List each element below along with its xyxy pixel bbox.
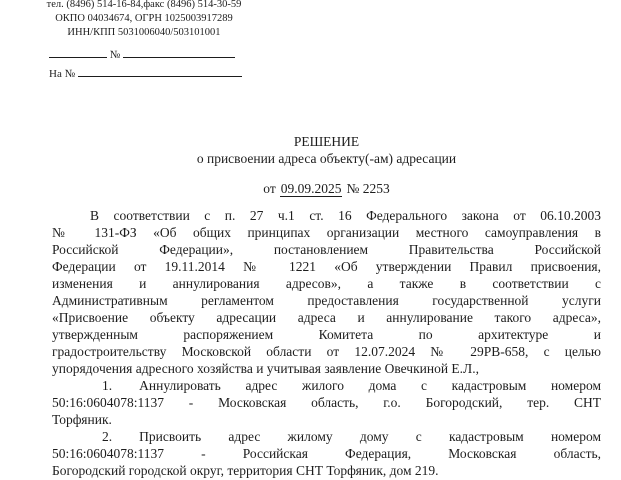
letterhead-phone-fax: тел. (8496) 514-16-84,факс (8496) 514-30-59 [46,0,242,10]
text-line: Торфяник. [52,412,112,427]
decision-item-1 [52,377,601,428]
number-blank-line [123,46,235,58]
document-subheading: о присвоении адреса объекту(-ам) адресации [196,151,457,166]
document-heading: РЕШЕНИЕ [293,134,360,149]
text-line: «Присвоение объекту адресации адреса и аннулирование такого адреса», [52,310,601,325]
na-number-label: На № [49,68,76,80]
item-number: 2. [102,429,113,444]
letterhead-inn-kpp: ИНН/КПП 5031006040/503101001 [67,27,221,38]
text-line: Федерации от 19.11.2014 № 1221 «Об утверждении Правил присвоения, [52,259,601,274]
date-blank-line [49,46,107,58]
text-line: упорядочения адресного хозяйства и учитывая заявление Овечкиной Е.Л., [52,361,479,376]
number-sign-label: № [109,49,121,61]
text-line: Российской Федерации», постановлением Правительства Российской [52,242,601,257]
text-line: Административным регламентом предоставления государственной услуги [52,293,601,308]
outgoing-number-line [49,46,242,62]
text-line: утвержденным распоряжением Комитета по архитектуре и [52,327,601,342]
text-line: Богородский городской округ, территория СНТ Торфяник, дом 219. [52,463,439,478]
text-line: № 131-ФЗ «Об общих принципах организации местного самоуправления в [52,225,601,240]
item-text: Присвоить адрес жилому дому с кадастровым номером [139,429,601,444]
document-date: 09.09.2025 [280,181,342,196]
incoming-number-line [49,65,242,81]
decision-item-2 [52,428,601,479]
document-date-line [52,180,601,197]
letterhead-requisites [44,0,244,40]
text-line: В соответствии с п. 27 ч.1 ст. 16 Федерального закона от 06.10.2003 [90,208,601,223]
text-line: изменения и аннулирования адресов», а также в соответствии с [52,276,601,291]
letterhead-okpo-ogrn: ОКПО 04034674, ОГРН 1025003917289 [55,13,233,24]
text-line: 50:16:0604078:1137 - Московская область, г.о. Богородский, тер. СНТ [52,395,601,410]
text-line: 50:16:0604078:1137 - Российская Федерация, Московская область, [52,446,601,461]
text-line [52,377,601,394]
item-number: 1. [102,378,113,393]
document-number: № 2253 [346,181,390,196]
reference-number-block [49,46,242,81]
date-prefix: от [263,181,276,196]
document-title-block [52,133,601,197]
text-line [52,428,601,445]
incoming-number-blank-line [78,65,242,77]
document-body [52,207,601,479]
decision-preamble-paragraph [52,207,601,377]
text-line: градостроительству Московской области от 12.07.2024 № 29РВ-658, с целью [52,344,601,359]
item-text: Аннулировать адрес жилого дома с кадастровым номером [139,378,601,393]
